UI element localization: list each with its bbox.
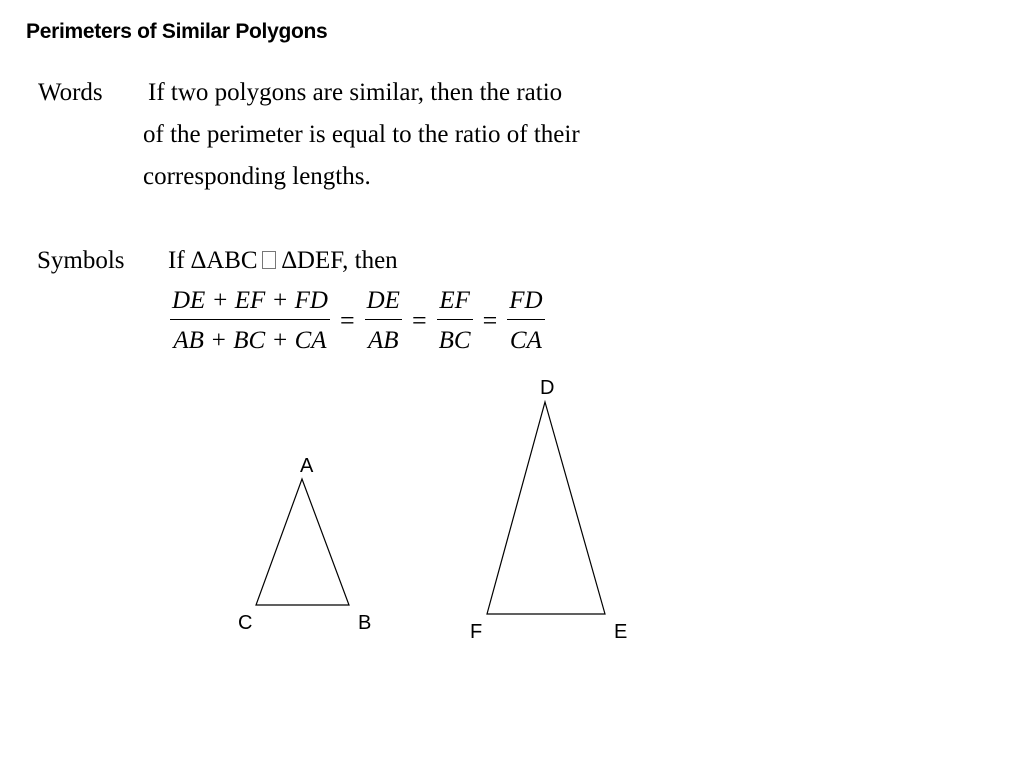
fraction-denominator: CA	[509, 327, 542, 354]
vertex-label-f: F	[470, 621, 483, 643]
vertex-label-b: B	[358, 612, 372, 634]
symbols-label: Symbols	[37, 247, 125, 274]
equals-sign: =	[339, 305, 355, 335]
symbols-then-text: ∆DEF, then	[281, 247, 398, 274]
words-line-1: If two polygons are similar, then the ratio	[148, 79, 563, 106]
symbols-if-text: If ∆ABC	[168, 247, 258, 274]
vertex-label-e: E	[614, 621, 628, 643]
fraction-numerator: DE	[366, 287, 400, 314]
words-label: Words	[38, 79, 103, 106]
fraction-numerator: FD	[509, 287, 543, 314]
words-line-2: of the perimeter is equal to the ratio of their	[143, 121, 580, 148]
fraction-denominator: AB	[368, 327, 399, 354]
fraction-denominator: BC	[438, 327, 471, 354]
fraction-numerator: EF	[439, 287, 470, 314]
words-line-3: corresponding lengths.	[143, 163, 371, 190]
vertex-label-c: C	[238, 612, 253, 634]
equals-sign: =	[411, 305, 427, 335]
fraction-numerator: DE + EF + FD	[172, 287, 328, 314]
triangle-def	[487, 402, 605, 614]
vertex-label-a: A	[300, 455, 314, 477]
vertex-label-d: D	[540, 377, 555, 399]
fraction-denominator: AB + BC + CA	[173, 327, 327, 354]
triangle-abc	[256, 479, 349, 605]
page-title: Perimeters of Similar Polygons	[26, 20, 328, 43]
equals-sign: =	[482, 305, 498, 335]
